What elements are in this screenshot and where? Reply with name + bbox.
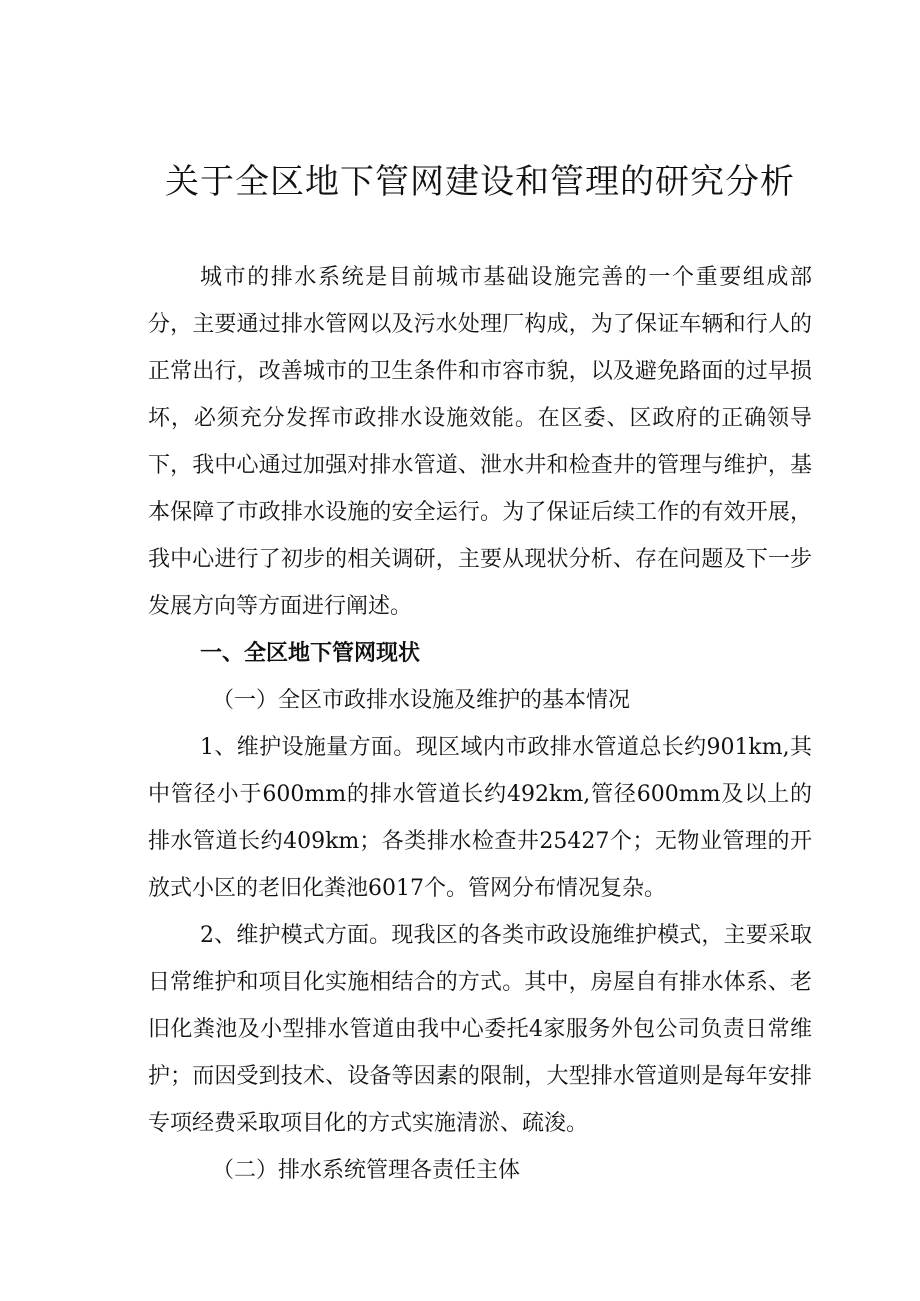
intro-paragraph: 城市的排水系统是目前城市基础设施完善的一个重要组成部分，主要通过排水管网以及污水处理厂构成，为了保证车辆和行人的正常出行，改善城市的卫生条件和市容市貌，以及避免路面的过早损坏，必须充分发挥市政排水设施效能。在区委、区政府的正确领导下，我中心通过加强对排水管道、泄水井和检查井的管理与维护，基本保障了市政排水设施的安全运行。为了保证后续工作的有效开展，我中心进行了初步的相关调研，主要从现状分析、存在问题及下一步发展方向等方面进行阐述。 <box>148 265 812 619</box>
section-heading-1: 一、全区地下管网现状 <box>200 641 421 666</box>
subsection-heading-1: （一）全区市政排水设施及维护的基本情况 <box>212 688 631 713</box>
subsection-heading-2: （二）排水系统管理各责任主体 <box>212 1158 521 1183</box>
document-body <box>148 254 812 1194</box>
item-paragraph-2: 2、维护模式方面。现我区的各类市政设施维护模式，主要采取日常维护和项目化实施相结合的方式。其中，房屋自有排水体系、老旧化粪池及小型排水管道由我中心委托4家服务外包公司负责日常维护；而因受到技术、设备等因素的限制，大型排水管道则是每年安排专项经费采取项目化的方式实施清淤、疏浚。 <box>148 923 812 1136</box>
item-paragraph-1: 1、维护设施量方面。现区域内市政排水管道总长约901km,其中管径小于600mm的排水管道长约492km,管径600mm及以上的排水管道长约409km；各类排水检查井25427个；无物业管理的开放式小区的老旧化粪池6017个。管网分布情况复杂。 <box>148 735 812 901</box>
document-title: 关于全区地下管网建设和管理的研究分析 <box>165 162 795 202</box>
